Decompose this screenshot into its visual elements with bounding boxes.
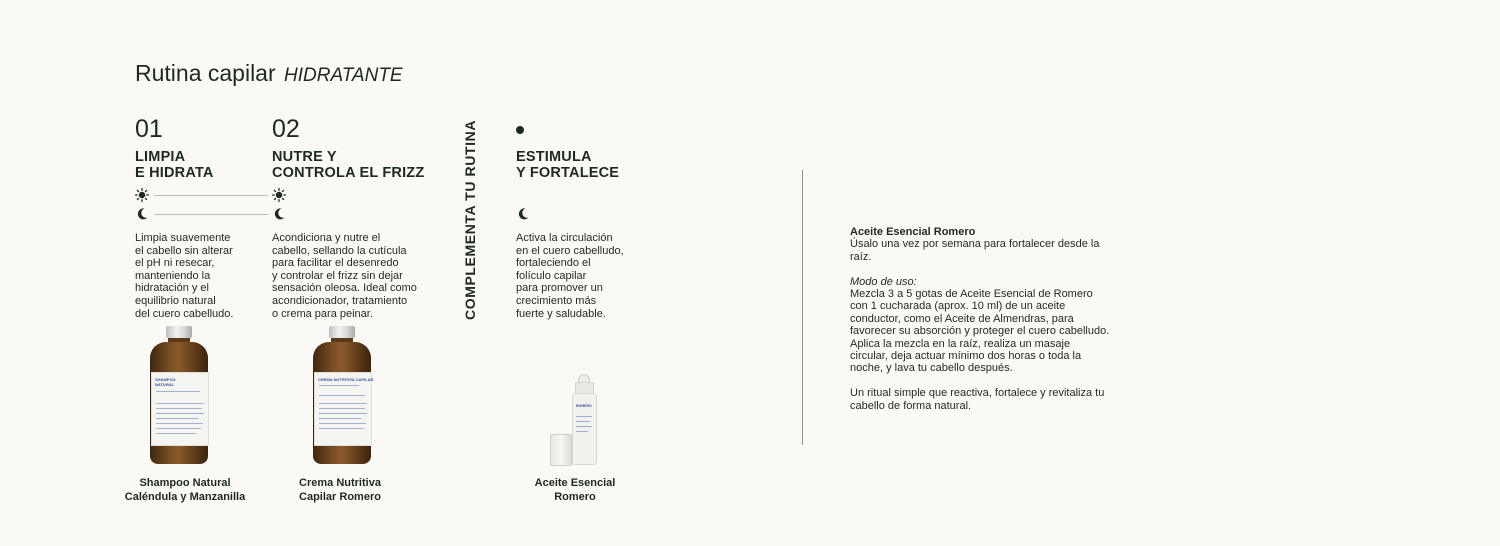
text-line: para promover un [516, 282, 603, 295]
text-line: fortaleciendo el [516, 257, 591, 270]
step-2-heading [272, 149, 424, 181]
step-1-heading [135, 149, 214, 181]
text-line: en el cuero cabelludo, [516, 244, 624, 257]
text-line: acondicionador, tratamiento [272, 294, 408, 307]
details-product-name: Aceite Esencial Romero [850, 226, 976, 238]
text-line: el pH ni resecar, [135, 257, 215, 270]
label-line: SHAMPOO [155, 377, 176, 382]
complement-description [516, 232, 624, 320]
text-line: cabello, sellando la cutícula [272, 244, 407, 257]
text-line: cabello de forma natural. [850, 399, 972, 412]
caption-line: Caléndula y Manzanilla [124, 491, 246, 503]
text-line: y controlar el frizz sin dejar [272, 269, 403, 282]
text-line: con 1 cucharada (aprox. 10 ml) de un aceite [850, 300, 1066, 313]
step-2-number: 02 [272, 115, 300, 143]
caption-line: Shampoo Natural [139, 477, 231, 489]
text-line: hidratación y el [135, 282, 209, 295]
heading-line: CONTROLA EL FRIZZ [272, 165, 425, 181]
title-sub: HIDRATANTE [284, 65, 403, 86]
text-line: para facilitar el desenredo [272, 257, 399, 270]
moon-icon [272, 207, 286, 221]
page-title [135, 60, 403, 87]
bottle-label-text: CREMA NUTRITIVA CAPILAR [318, 377, 374, 382]
text-line: conductor, como el Aceite de Almendras, para [850, 312, 1074, 325]
caption-line: Crema Nutritiva [299, 477, 381, 489]
text-line: sensación oleosa. Ideal como [272, 282, 417, 295]
text-line: folículo capilar [516, 269, 587, 282]
aceite-product-name [510, 476, 640, 504]
mode-of-use-title: Modo de uso: [850, 275, 917, 288]
label-line: NATURAL [155, 382, 175, 387]
sun-icon [135, 188, 149, 202]
heading-line: LIMPIA [135, 149, 186, 165]
caption-line: Capilar Romero [299, 491, 381, 503]
text-line: el cabello sin alterar [135, 244, 233, 257]
step-1-description [135, 232, 233, 320]
heading-line: NUTRE Y [272, 149, 337, 165]
day-connector-line [154, 195, 268, 196]
bullet-dot [516, 126, 524, 134]
text-line: o crema para peinar. [272, 307, 373, 320]
bottle-label-text [155, 377, 176, 387]
text-line: favorecer su absorción y proteger el cuero cabelludo. [850, 325, 1110, 338]
text-line: Mezcla 3 a 5 gotas de Aceite Esencial de Romero [850, 288, 1093, 301]
step-1-number: 01 [135, 115, 163, 143]
crema-bottle-image [313, 326, 374, 466]
shampoo-bottle-image [150, 326, 208, 466]
title-main: Rutina capilar [135, 60, 276, 86]
text-line: circular, deja actuar mínimo dos horas o toda la [850, 350, 1082, 363]
night-connector-line [154, 214, 268, 215]
text-line: fuerte y saludable. [516, 307, 606, 320]
text-line: Un ritual simple que reactiva, fortalece y revitaliza tu [850, 387, 1105, 400]
complement-vertical-label: COMPLEMENTA TU RUTINA [462, 119, 478, 320]
text-line: raíz. [850, 250, 872, 263]
caption-line: Aceite Esencial [534, 477, 616, 489]
complement-heading [516, 149, 619, 181]
text-line: equilibrio natural [135, 294, 216, 307]
text-line: Activa la circulación [516, 232, 613, 244]
text-line: Limpia suavemente [135, 232, 231, 244]
heading-line: ESTIMULA [516, 149, 592, 165]
text-line: Aplica la mezcla en la raíz, realiza un masaje [850, 337, 1071, 350]
bottle-label-text: ROMERO [576, 404, 592, 408]
product-details [850, 226, 1130, 424]
moon-icon [516, 207, 530, 221]
text-line: noche, y lava tu cabello después. [850, 362, 1013, 375]
moon-icon [135, 207, 149, 221]
step-2-description [272, 232, 417, 320]
roller-bottle-image [550, 374, 600, 466]
crema-product-name [270, 476, 410, 504]
caption-line: Romero [554, 491, 596, 503]
text-line: del cuero cabelludo. [135, 307, 234, 320]
text-line: Úsalo una vez por semana para fortalecer desde la [850, 238, 1100, 251]
vertical-divider [802, 170, 803, 445]
text-line: Acondiciona y nutre el [272, 232, 381, 244]
text-line: manteniendo la [135, 269, 211, 282]
heading-line: E HIDRATA [135, 165, 214, 181]
sun-icon [272, 188, 286, 202]
heading-line: Y FORTALECE [516, 165, 620, 181]
shampoo-product-name [110, 476, 260, 504]
text-line: crecimiento más [516, 294, 597, 307]
